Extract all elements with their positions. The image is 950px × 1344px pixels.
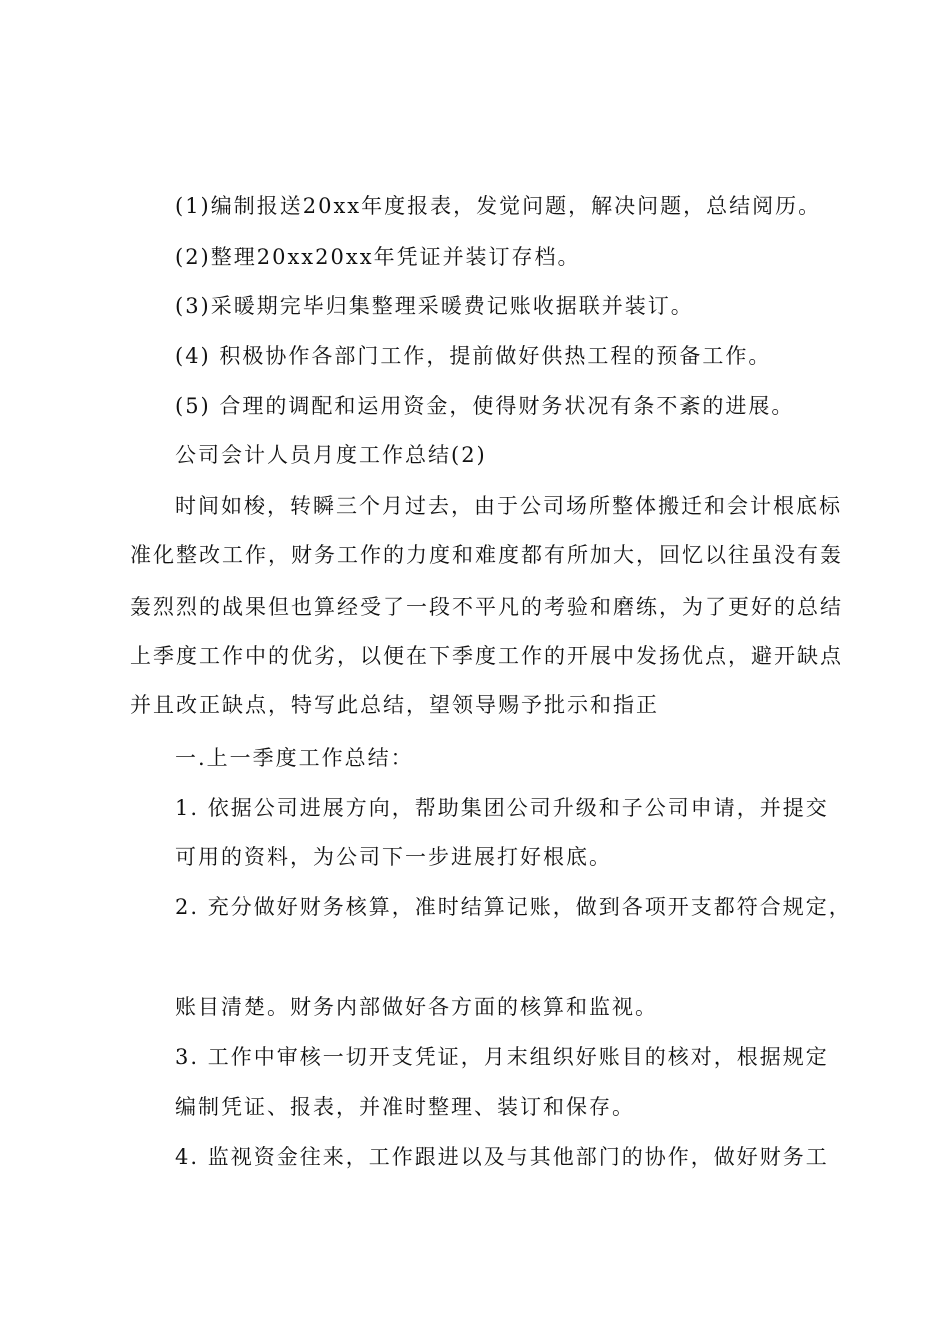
numbered-item-2-line: 账目清楚。财务内部做好各方面的核算和监视。: [175, 995, 658, 1019]
list-item-3-line: (3)采暖期完毕归集整理采暖费记账收据联并装订。: [175, 294, 694, 318]
list-item-2-line: (2)整理20xx20xx年凭证并装订存档。: [175, 245, 581, 269]
section-title: 公司会计人员月度工作总结(2): [175, 443, 487, 467]
paragraph-line: 上季度工作中的优劣，以便在下季度工作的开展中发扬优点，避开缺点: [130, 644, 843, 668]
subsection-heading: 一.上一季度工作总结：: [175, 746, 414, 770]
numbered-item-4-line: 4. 监视资金往来，工作跟进以及与其他部门的协作，做好财务工: [175, 1145, 829, 1169]
numbered-item-2-line: 2. 充分做好财务核算，准时结算记账，做到各项开支都符合规定，: [175, 895, 852, 919]
numbered-item-1-line: 可用的资料，为公司下一步进展打好根底。: [175, 845, 612, 869]
paragraph-line: 时间如梭，转瞬三个月过去，由于公司场所整体搬迁和会计根底标: [175, 494, 842, 518]
list-item-1-line: (1)编制报送20xx年度报表，发觉问题，解决问题，总结阅历。: [175, 194, 822, 218]
paragraph-line: 准化整改工作，财务工作的力度和难度都有所加大，回忆以往虽没有轰: [130, 543, 843, 567]
paragraph-line: 并且改正缺点，特写此总结，望领导赐予批示和指正: [130, 693, 659, 717]
numbered-item-3-line: 编制凭证、报表，并准时整理、装订和保存。: [175, 1095, 635, 1119]
numbered-item-1-line: 1. 依据公司进展方向，帮助集团公司升级和子公司申请，并提交: [175, 796, 829, 820]
numbered-item-3-line: 3. 工作中审核一切开支凭证，月末组织好账目的核对，根据规定: [175, 1045, 829, 1069]
list-item-5-line: (5) 合理的调配和运用资金，使得财务状况有条不紊的进展。: [175, 394, 795, 418]
list-item-4-line: (4) 积极协作各部门工作，提前做好供热工程的预备工作。: [175, 344, 772, 368]
paragraph-line: 轰烈烈的战果但也算经受了一段不平凡的考验和磨练，为了更好的总结: [130, 595, 843, 619]
